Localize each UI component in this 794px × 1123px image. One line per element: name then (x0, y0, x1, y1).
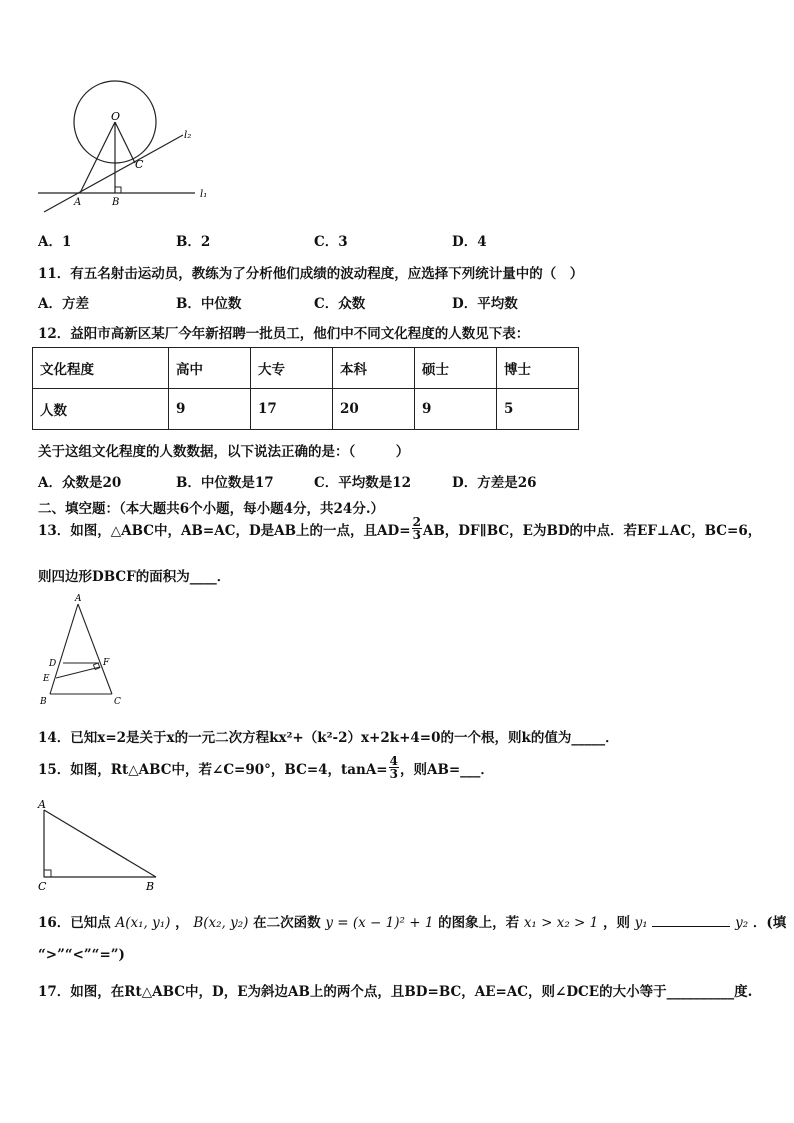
q16-stem-part-a: 16．已知点 (38, 915, 111, 931)
table-header-cell: 文化程度 (33, 348, 169, 389)
q16-y1: y₁ (634, 915, 648, 931)
q10-label-o: O (111, 110, 121, 123)
q12-option-d: D．方差是26 (452, 475, 537, 491)
q10-label-b: B (112, 197, 120, 208)
q16-stem-part-c: 的图象上，若 (438, 915, 520, 931)
q10-segment-oc (115, 122, 135, 163)
table-cell: 17 (251, 389, 333, 430)
q15-fraction-denominator: 3 (389, 767, 398, 781)
q13-fraction-numerator: 2 (412, 515, 421, 529)
q16-stem-line2: “>”“<”“=”) (38, 947, 125, 963)
q16-answer-blank (652, 926, 730, 927)
q11-option-d: D．平均数 (452, 296, 518, 312)
section-heading: 二、填空题：（本大题共6个小题，每小题4分，共24分.） (38, 501, 385, 517)
table-header-cell: 本科 (333, 348, 415, 389)
q16-condition: x₁ > x₂ > 1 (523, 915, 599, 931)
table-header-cell: 硕士 (415, 348, 497, 389)
q10-option-c: C．3 (314, 234, 348, 250)
q16-point-b: B(x₂, y₂) (193, 915, 249, 931)
table-cell: 20 (333, 389, 415, 430)
q11-option-c: C．众数 (314, 296, 366, 312)
q10-figure (28, 78, 218, 218)
q13-label-e: E (43, 674, 50, 684)
q13-fraction-denominator: 3 (412, 528, 421, 542)
q15-fraction (389, 755, 399, 780)
q15-side-ab (44, 810, 156, 877)
q14-stem: 14．已知x=2是关于x的一元二次方程kx²+（k²-2）x+2k+4=0的一个根，则k的值为_____． (38, 730, 619, 746)
q17-stem: 17．如图，在Rt△ABC中，D，E为斜边AB上的两个点，且BD=BC，AE=AC，则∠DCE的大小等于__________度. (38, 984, 753, 1000)
q16-stem-part-b: 在二次函数 (253, 915, 321, 931)
q15-stem-part-a: 15．如图，Rt△ABC中，若∠C=90°，BC=4，tanA= (38, 761, 388, 778)
q10-label-a: A (74, 197, 82, 208)
q16-stem-part-d: ，则 (602, 915, 630, 931)
q11-stem: 11．有五名射击运动员，教练为了分析他们成绩的波动程度，应选择下列统计量中的（ ） (38, 266, 584, 282)
q13-segment-ef (56, 667, 100, 678)
q10-right-angle-mark (115, 187, 121, 193)
q16-point-a: A(x₁, y₁) (115, 915, 171, 931)
q10-label-l2: l₂ (184, 130, 192, 141)
q15-label-c: C (38, 880, 47, 893)
table-header-cell: 高中 (169, 348, 251, 389)
table-row (33, 348, 579, 389)
q13-stem-line2: 则四边形DBCF的面积为____． (38, 569, 231, 585)
q13-label-d: D (49, 659, 57, 669)
q13-stem-part-b: AB，DF∥BC，E为BD的中点．若EF⊥AC，BC=6， (422, 522, 762, 539)
q10-option-a: A．1 (38, 234, 72, 250)
q13-fraction (412, 516, 422, 541)
q13-label-f: F (103, 658, 110, 668)
q16-function: y = (x − 1)² + 1 (325, 915, 434, 931)
table-cell: 人数 (33, 389, 169, 430)
q13-figure (34, 592, 134, 710)
q16-stem-part-e: ．(填 (752, 915, 787, 931)
q11-option-b: B．中位数 (176, 296, 242, 312)
q10-label-c: C (135, 158, 144, 171)
q13-label-b: B (40, 697, 47, 707)
q15-label-a: A (38, 798, 46, 811)
table-cell: 9 (415, 389, 497, 430)
table-cell: 9 (169, 389, 251, 430)
q13-stem (38, 516, 761, 541)
q10-label-l1: l₁ (200, 189, 208, 200)
table-row (33, 389, 579, 430)
q11-option-a: A．方差 (38, 296, 89, 312)
q15-label-b: B (146, 880, 155, 893)
q12-question: 关于这组文化程度的人数数据，以下说法正确的是：（ ） (38, 444, 410, 460)
q16-stem (38, 911, 786, 931)
table-header-cell: 大专 (251, 348, 333, 389)
q12-option-b: B．中位数是17 (176, 475, 274, 491)
q16-separator: ， (175, 915, 189, 931)
q15-right-angle-mark (44, 870, 51, 877)
q16-y2: y₂ (735, 915, 749, 931)
q13-label-c: C (114, 697, 121, 707)
q12-stem: 12．益阳市高新区某厂今年新招聘一批员工，他们中不同文化程度的人数见下表： (38, 326, 530, 342)
q12-option-a: A．众数是20 (38, 475, 122, 491)
q15-stem-part-b: ，则AB=___． (399, 761, 494, 778)
q13-label-a: A (75, 594, 82, 604)
q13-side-ac (78, 604, 112, 694)
q15-figure (34, 796, 164, 894)
q12-option-c: C．平均数是12 (314, 475, 412, 491)
q15-fraction-numerator: 4 (389, 754, 398, 768)
q15-stem (38, 755, 494, 780)
q10-option-b: B．2 (176, 234, 211, 250)
q10-option-d: D．4 (452, 234, 487, 250)
q13-stem-part-a: 13．如图，△ABC中，AB=AC，D是AB上的一点，且AD= (38, 522, 411, 539)
table-header-cell: 博士 (497, 348, 579, 389)
q12-table (32, 347, 579, 430)
table-cell: 5 (497, 389, 579, 430)
q13-side-ab (50, 604, 78, 694)
